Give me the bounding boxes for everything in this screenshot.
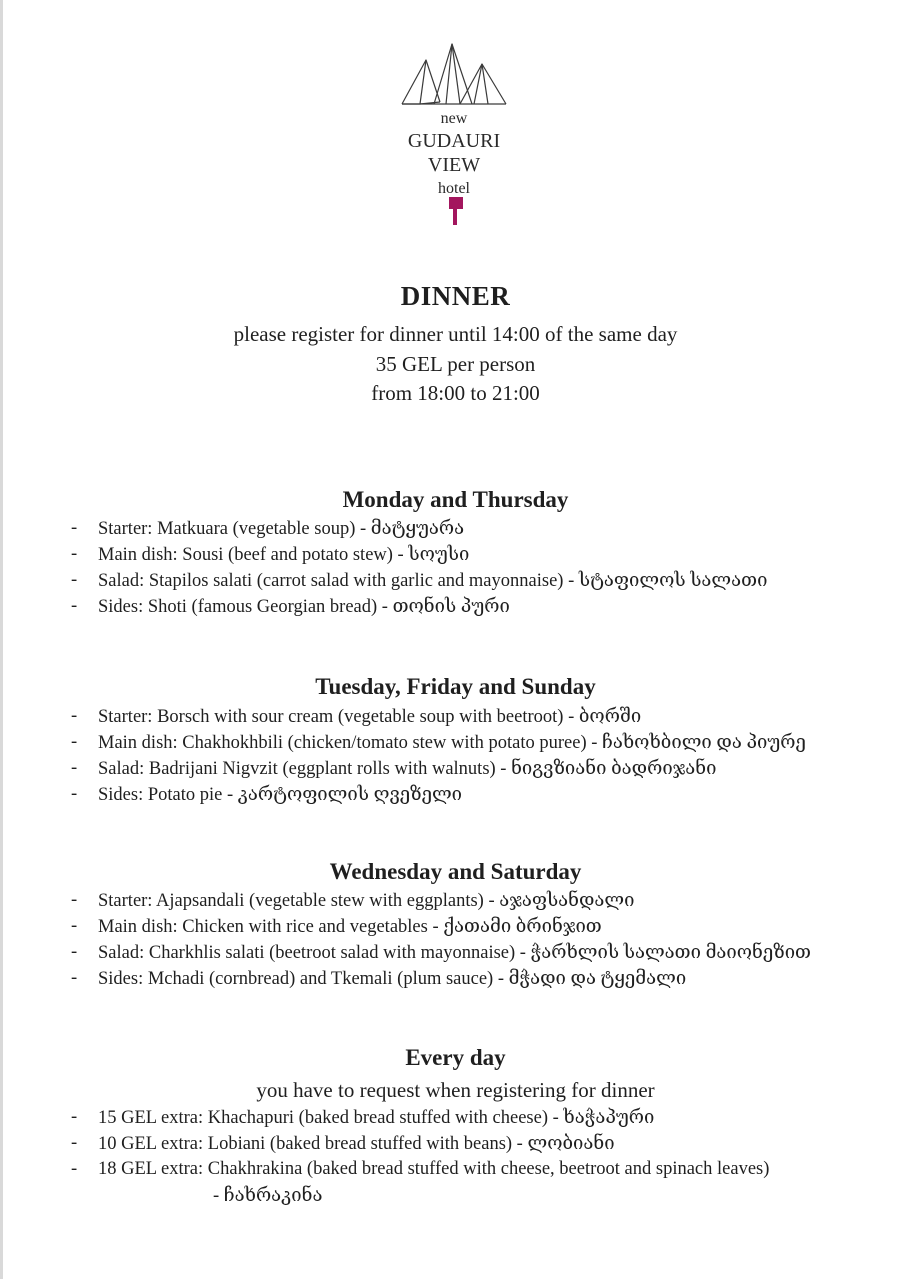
menu-list-monday-thursday bbox=[0, 518, 911, 622]
list-item: - 15 GEL extra: Khachapuri (baked bread stuffed with cheese) - ხაჭაპური bbox=[71, 1107, 655, 1128]
section-title-every-day: Every day bbox=[405, 1045, 506, 1070]
list-item: - Starter: Matkuara (vegetable soup) - მატყუარა bbox=[71, 518, 465, 539]
list-item: - Starter: Borsch with sour cream (vegetable soup with beetroot) - ბორში bbox=[71, 706, 642, 727]
section-title-wednesday-saturday: Wednesday and Saturday bbox=[329, 859, 582, 884]
list-item: - 10 GEL extra: Lobiani (baked bread stuffed with beans) - ლობიანი bbox=[71, 1133, 615, 1154]
section-title-tuesday-friday-sunday: Tuesday, Friday and Sunday bbox=[315, 674, 596, 699]
registration-note: please register for dinner until 14:00 of the same day bbox=[233, 322, 678, 346]
menu-list-every-day bbox=[0, 1107, 911, 1211]
list-item: - Salad: Charkhlis salati (beetroot salad with mayonnaise) - ჭარხლის სალათი მაიონეზით bbox=[71, 942, 811, 963]
list-item: - 18 GEL extra: Chakhrakina (baked bread stuffed with cheese, beetroot and spinach leaves) bbox=[71, 1159, 770, 1179]
list-item: - Salad: Badrijani Nigvzit (eggplant rolls with walnuts) - ნიგვზიანი ბადრიჯანი bbox=[71, 758, 717, 779]
time-note: from 18:00 to 21:00 bbox=[371, 381, 540, 405]
list-item: - Sides: Mchadi (cornbread) and Tkemali (plum sauce) - მჭადი და ტყემალი bbox=[71, 968, 687, 989]
list-item: - Main dish: Chicken with rice and vegetables - ქათამი ბრინჯით bbox=[71, 916, 602, 937]
mountains-logo-icon bbox=[398, 40, 510, 110]
list-item: - Main dish: Sousi (beef and potato stew) - სოუსი bbox=[71, 544, 470, 565]
page-title: DINNER bbox=[400, 281, 511, 311]
logo-word-hotel: hotel bbox=[438, 180, 470, 197]
list-item: - Salad: Stapilos salati (carrot salad with garlic and mayonnaise) - სტაფილოს სალათი bbox=[71, 570, 768, 591]
list-item: - Sides: Shoti (famous Georgian bread) - თონის პური bbox=[71, 596, 510, 617]
menu-list-tuesday-friday-sunday bbox=[0, 706, 911, 810]
logo-t-mark-icon bbox=[449, 197, 463, 225]
price-note: 35 GEL per person bbox=[375, 352, 536, 376]
logo-word-new: new bbox=[440, 110, 468, 127]
hotel-logo bbox=[396, 40, 512, 230]
logo-word-view: VIEW bbox=[427, 154, 481, 176]
logo-word-gudauri: GUDAURI bbox=[407, 130, 501, 152]
list-item: - Starter: Ajapsandali (vegetable stew with eggplants) - აჯაფსანდალი bbox=[71, 890, 635, 911]
menu-list-wednesday-saturday bbox=[0, 890, 911, 994]
every-day-note: you have to request when registering for dinner bbox=[256, 1078, 655, 1102]
list-item-continuation: - ჩახრაკინა bbox=[213, 1186, 323, 1206]
list-item: - Sides: Potato pie - კარტოფილის ღვეზელი bbox=[71, 784, 463, 805]
list-item: - Main dish: Chakhokhbili (chicken/tomato stew with potato puree) - ჩახოხბილი და პიურე bbox=[71, 732, 806, 753]
section-title-monday-thursday: Monday and Thursday bbox=[342, 487, 569, 512]
